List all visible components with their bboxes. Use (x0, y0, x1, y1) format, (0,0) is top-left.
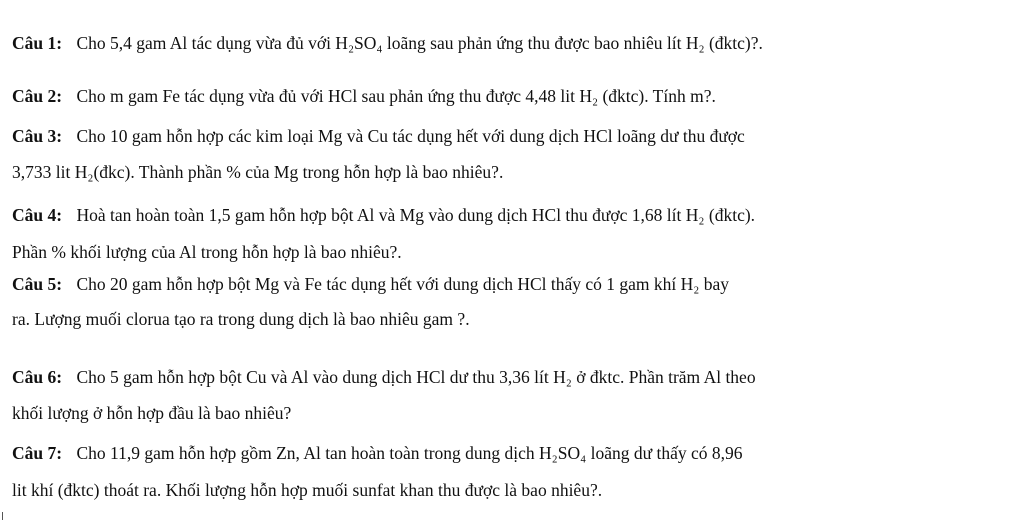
question-2-label: Câu 2: (12, 86, 63, 106)
question-5-text: Cho 20 gam hỗn hợp bột Mg và Fe tác dụng hết với dung dịch HCl thấy có 1 gam khí H₂ bay (76, 274, 730, 294)
text-cursor-mark (2, 512, 3, 520)
question-7-label: Câu 7: (12, 443, 63, 463)
question-7-line-1 (12, 441, 1016, 465)
question-5-line-2: ra. Lượng muối clorua tạo ra trong dung dịch là bao nhiêu gam ?. (12, 309, 470, 329)
question-6-label: Câu 6: (12, 367, 63, 387)
question-3-text: Cho 10 gam hỗn hợp các kim loại Mg và Cu tác dụng hết với dung dịch HCl loãng dư thu được (76, 126, 745, 146)
question-3-line-1 (12, 124, 1016, 148)
question-3-label: Câu 3: (12, 126, 63, 146)
question-1-line-1 (12, 31, 1016, 55)
question-4-text: Hoà tan hoàn toàn 1,5 gam hỗn hợp bột Al và Mg vào dung dịch HCl thu được 1,68 lít H₂ (đktc). (76, 205, 756, 225)
question-1-text: Cho 5,4 gam Al tác dụng vừa đủ với H₂SO₄ loãng sau phản ứng thu được bao nhiêu lít H₂ (đktc)?. (76, 33, 763, 53)
question-3-line-2: 3,733 lit H₂(đkc). Thành phần % của Mg trong hỗn hợp là bao nhiêu?. (12, 162, 504, 182)
question-6-line-2: khối lượng ở hỗn hợp đầu là bao nhiêu? (12, 403, 292, 423)
question-5-label: Câu 5: (12, 274, 63, 294)
question-4-label: Câu 4: (12, 205, 63, 225)
question-6-text: Cho 5 gam hỗn hợp bột Cu và Al vào dung dịch HCl dư thu 3,36 lít H₂ ở đktc. Phần trăm Al theo (76, 367, 756, 387)
question-6-line-1 (12, 365, 1016, 389)
question-7-text: Cho 11,9 gam hỗn hợp gồm Zn, Al tan hoàn toàn trong dung dịch H₂SO₄ loãng dư thấy có 8,96 (76, 443, 743, 463)
question-2-text: Cho m gam Fe tác dụng vừa đủ với HCl sau phản ứng thu được 4,48 lit H₂ (đktc). Tính m?. (76, 86, 716, 106)
question-4-line-1 (12, 203, 1016, 227)
question-5-line-1 (12, 272, 1016, 296)
question-4-line-2: Phần % khối lượng của Al trong hỗn hợp là bao nhiêu?. (12, 242, 402, 262)
question-2-line-1 (12, 84, 1016, 108)
question-7-line-2: lit khí (đktc) thoát ra. Khối lượng hỗn hợp muối sunfat khan thu được là bao nhiêu?. (12, 480, 603, 500)
question-1-label: Câu 1: (12, 33, 63, 53)
